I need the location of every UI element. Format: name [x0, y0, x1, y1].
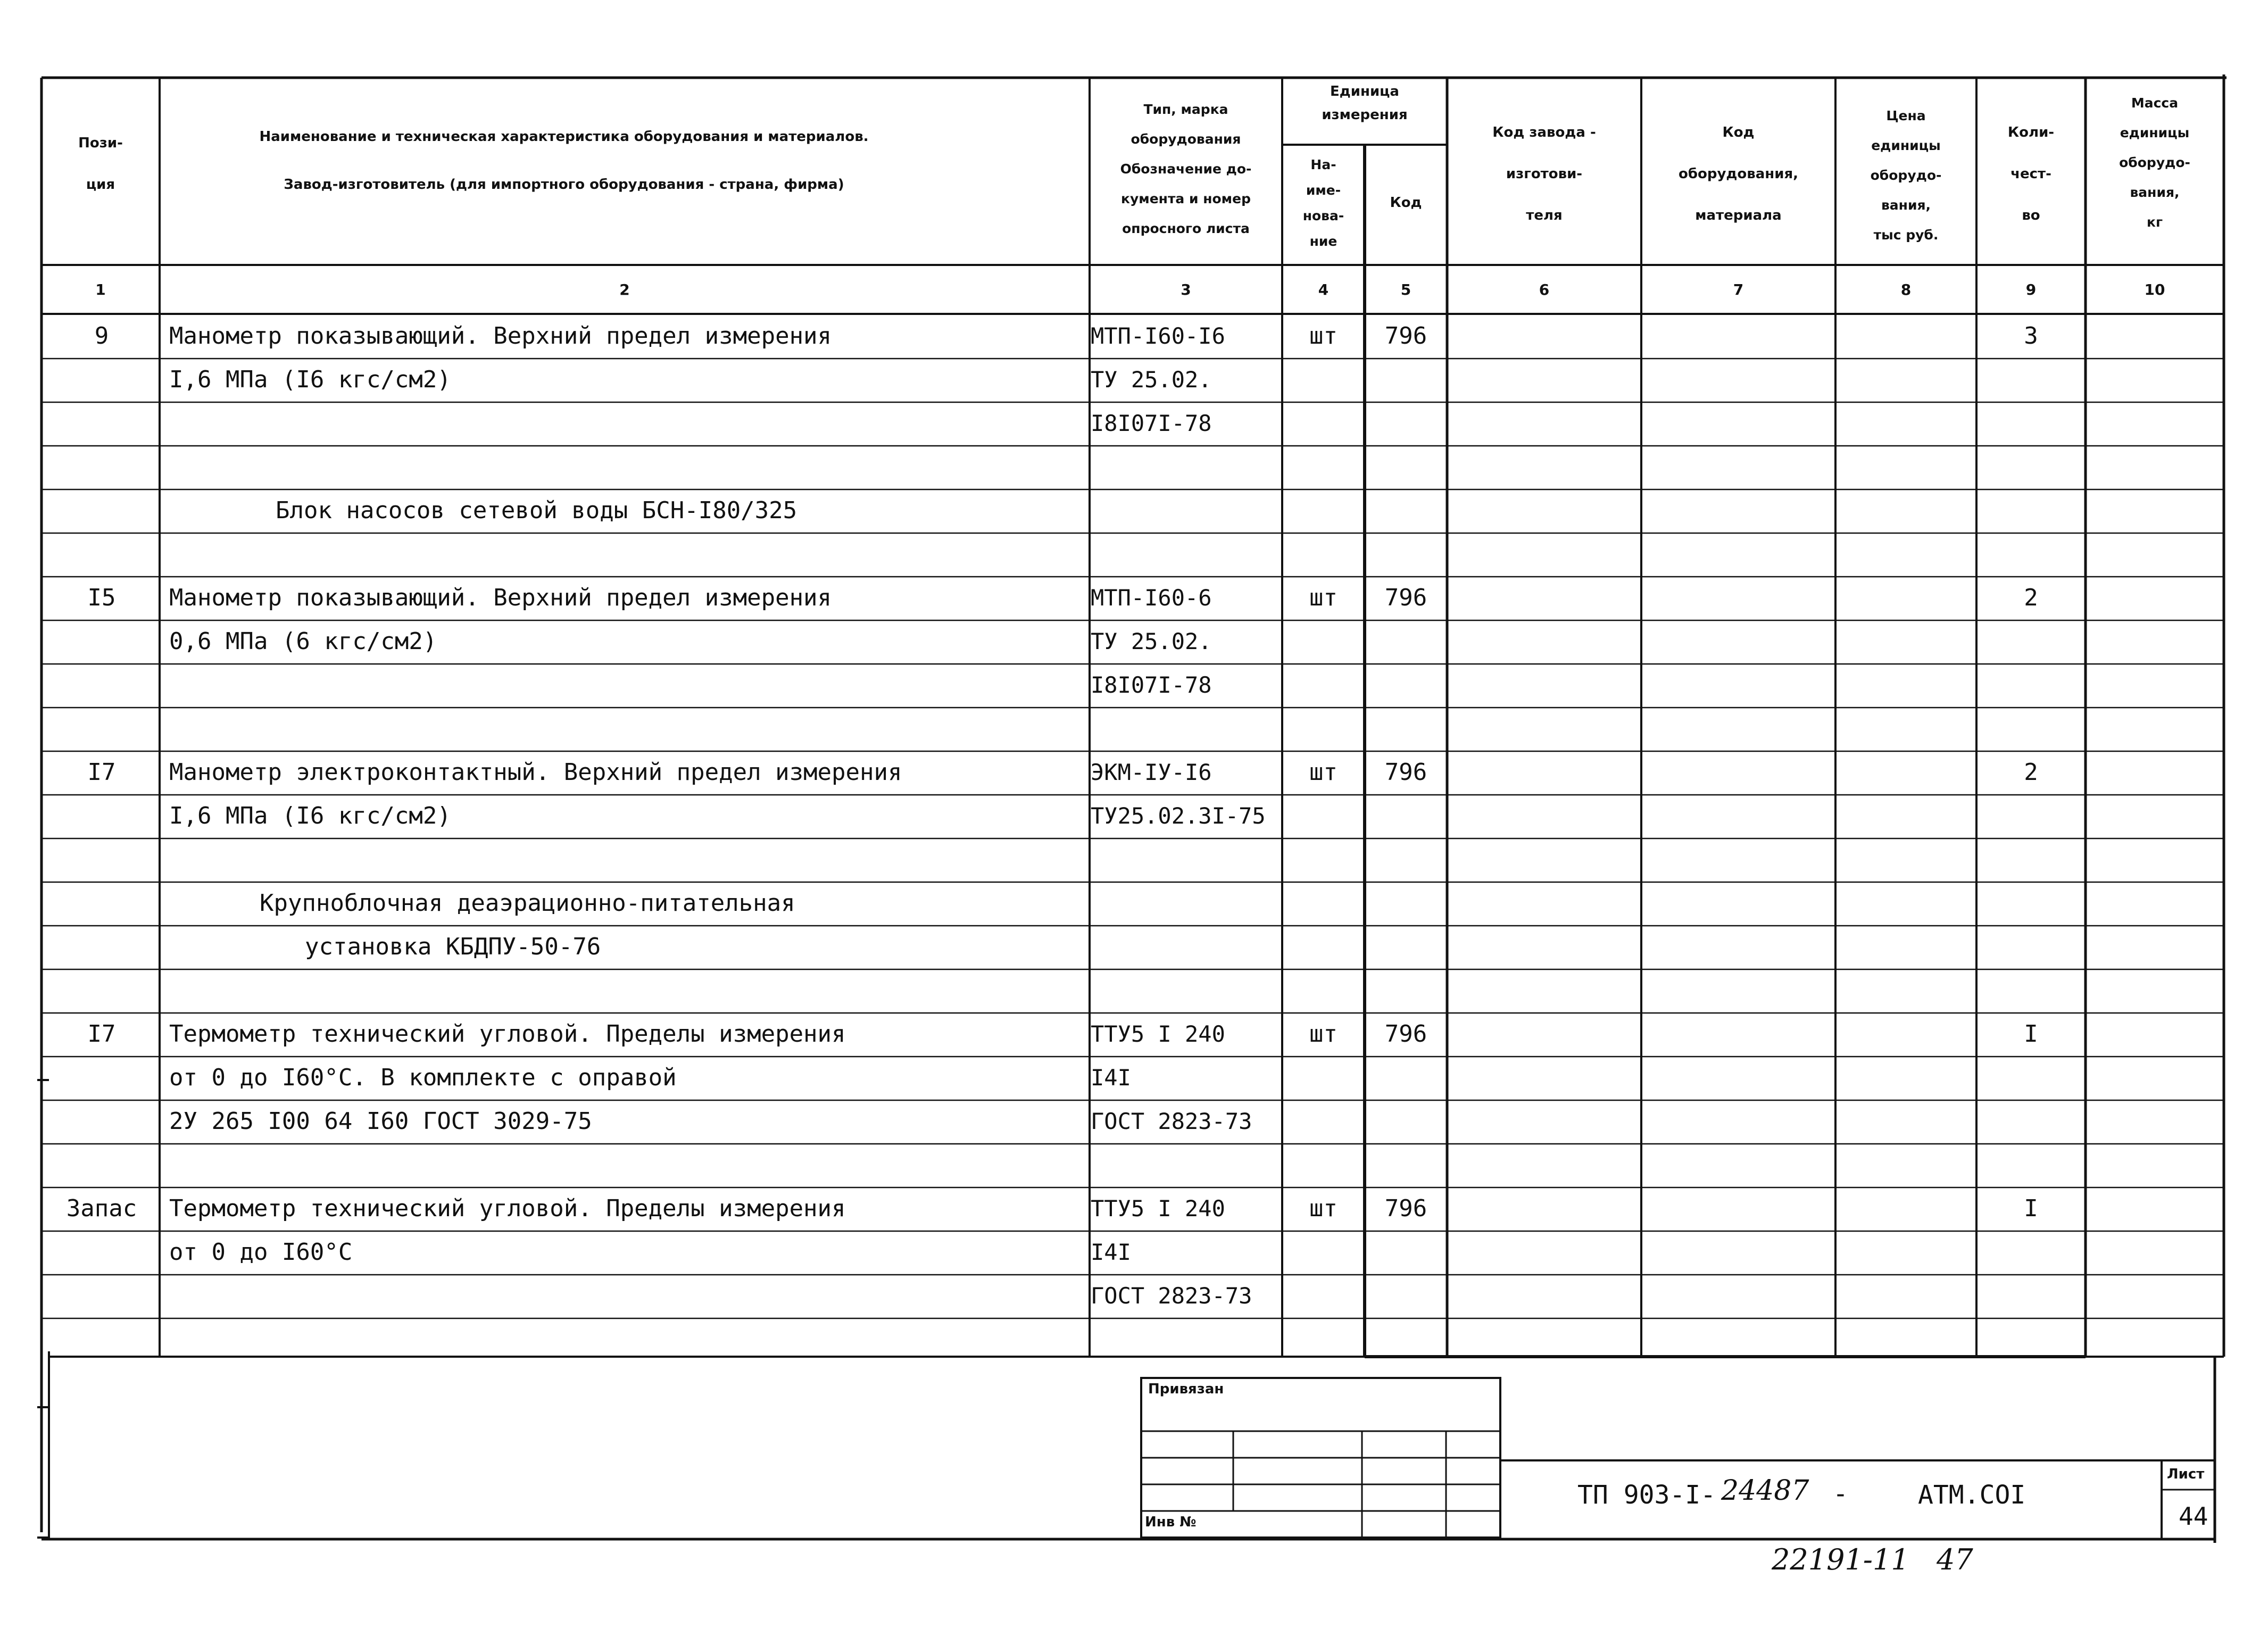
- table-cell-code: 796: [1384, 584, 1427, 611]
- table-cell-type: I8I07I-78: [1091, 410, 1212, 436]
- table-cell-name: I,6 МПа (I6 кгс/см2): [169, 366, 451, 393]
- header-mass: Масса единицы оборудо- вания, кг: [2119, 95, 2190, 230]
- table-cell-qty: I: [2024, 1195, 2038, 1222]
- table-cell-pos: I7: [87, 759, 116, 786]
- table-cell-name: установка КБДПУ-50-76: [305, 933, 601, 960]
- header-unit-code: Код: [1390, 195, 1422, 211]
- table-cell-name: 2У 265 I00 64 I60 ГОСТ 3029-75: [169, 1108, 592, 1135]
- table-cell-name: Манометр электроконтактный. Верхний предел измерения: [169, 759, 902, 786]
- table-cell-type: I4I: [1091, 1239, 1131, 1265]
- table-cell-code: 796: [1384, 322, 1427, 350]
- table-cell-pos: Запас: [66, 1195, 137, 1222]
- col-number-7: 7: [1733, 281, 1744, 298]
- table-cell-qty: 2: [2024, 584, 2038, 611]
- col-number-3: 3: [1181, 281, 1191, 298]
- document-code-suffix: АТМ.СОI: [1918, 1480, 2026, 1510]
- table-cell-pos: I5: [87, 584, 116, 611]
- archive-number: 22191-11: [1772, 1543, 1909, 1576]
- table-cell-name: Термометр технический угловой. Пределы измерения: [169, 1020, 846, 1048]
- table-cell-unit: шт: [1309, 759, 1337, 786]
- table-cell-name: от 0 до I60°С. В комплекте с оправой: [169, 1064, 677, 1091]
- table-cell-name: Термометр технический угловой. Пределы измерения: [169, 1195, 846, 1222]
- table-cell-name: Крупноблочная деаэрационно-питательная: [260, 890, 795, 917]
- table-cell-qty: I: [2024, 1020, 2038, 1048]
- table-cell-code: 796: [1384, 1020, 1427, 1048]
- table-cell-type: ТТУ5 I 240: [1091, 1021, 1225, 1047]
- header-quantity: Коли- чест- во: [2007, 124, 2055, 223]
- table-cell-type: МТП-I60-6: [1091, 585, 1212, 611]
- table-cell-unit: шт: [1309, 584, 1337, 611]
- table-cell-pos: 9: [94, 322, 109, 350]
- table-cell-pos: I7: [87, 1020, 116, 1048]
- table-cell-type: ГОСТ 2823-73: [1091, 1283, 1252, 1309]
- table-cell-code: 796: [1384, 759, 1427, 786]
- table-cell-name: Манометр показывающий. Верхний предел измерения: [169, 584, 832, 611]
- header-type: Тип, марка оборудования Обозначение до- кумента и номер опросного листа: [1120, 102, 1252, 236]
- table-cell-type: ЭКМ-IУ-I6: [1091, 759, 1212, 785]
- sheet-number: 44: [2179, 1502, 2208, 1531]
- document-handwritten-number: 24487: [1721, 1475, 1809, 1507]
- header-unit-group: Единица измерения: [1322, 84, 1408, 123]
- table-cell-qty: 3: [2024, 322, 2038, 350]
- table-cell-type: ТУ 25.02.: [1091, 628, 1212, 654]
- document-code-prefix: ТП 903-I-: [1577, 1480, 1716, 1510]
- header-plant-code: Код завода - изготови- теля: [1492, 124, 1596, 223]
- table-cell-type: I4I: [1091, 1065, 1131, 1091]
- table-cell-type: ГОСТ 2823-73: [1091, 1108, 1252, 1134]
- privyazan-label: Привязан: [1148, 1381, 1224, 1397]
- table-cell-unit: шт: [1309, 1020, 1337, 1048]
- col-number-8: 8: [1900, 281, 1912, 298]
- col-number-6: 6: [1539, 281, 1550, 298]
- col-number-4: 4: [1318, 281, 1329, 298]
- table-cell-qty: 2: [2024, 759, 2038, 786]
- table-cell-code: 796: [1384, 1195, 1427, 1222]
- col-number-5: 5: [1400, 281, 1411, 298]
- header-name-line2: Завод-изготовитель (для импортного оборудования - страна, фирма): [284, 177, 844, 193]
- table-cell-name: Манометр показывающий. Верхний предел измерения: [169, 322, 832, 350]
- header-price: Цена единицы оборудо- вания, тыс руб.: [1870, 108, 1942, 243]
- table-cell-type: ТУ25.02.3I-75: [1091, 803, 1266, 829]
- header-unit-name: На- име- нова- ние: [1302, 157, 1344, 249]
- sheet-label: Лист: [2167, 1466, 2205, 1482]
- table-cell-type: I8I07I-78: [1091, 672, 1212, 698]
- table-cell-name: Блок насосов сетевой воды БСН-I80/325: [276, 497, 797, 524]
- table-cell-name: I,6 МПа (I6 кгс/см2): [169, 802, 451, 829]
- col-number-10: 10: [2144, 281, 2165, 298]
- table-cell-name: от 0 до I60°С: [169, 1239, 353, 1266]
- table-cell-unit: шт: [1309, 322, 1337, 350]
- col-number-2: 2: [619, 281, 630, 298]
- table-cell-type: ТУ 25.02.: [1091, 367, 1212, 393]
- table-cell-unit: шт: [1309, 1195, 1337, 1222]
- document-code-dash: -: [1833, 1479, 1848, 1509]
- inventory-number-label: Инв №: [1145, 1514, 1197, 1530]
- header-equipment-code: Код оборудования, материала: [1678, 124, 1799, 223]
- col-number-9: 9: [2025, 281, 2037, 298]
- header-name-line1: Наименование и техническая характеристика оборудования и материалов.: [259, 129, 869, 145]
- header-position: Пози- ция: [78, 135, 123, 193]
- table-cell-type: ТТУ5 I 240: [1091, 1195, 1225, 1222]
- table-cell-name: 0,6 МПа (6 кгс/см2): [169, 628, 437, 655]
- col-number-1: 1: [95, 281, 106, 298]
- table-cell-type: МТП-I60-I6: [1091, 323, 1225, 349]
- archive-page: 47: [1937, 1543, 1973, 1576]
